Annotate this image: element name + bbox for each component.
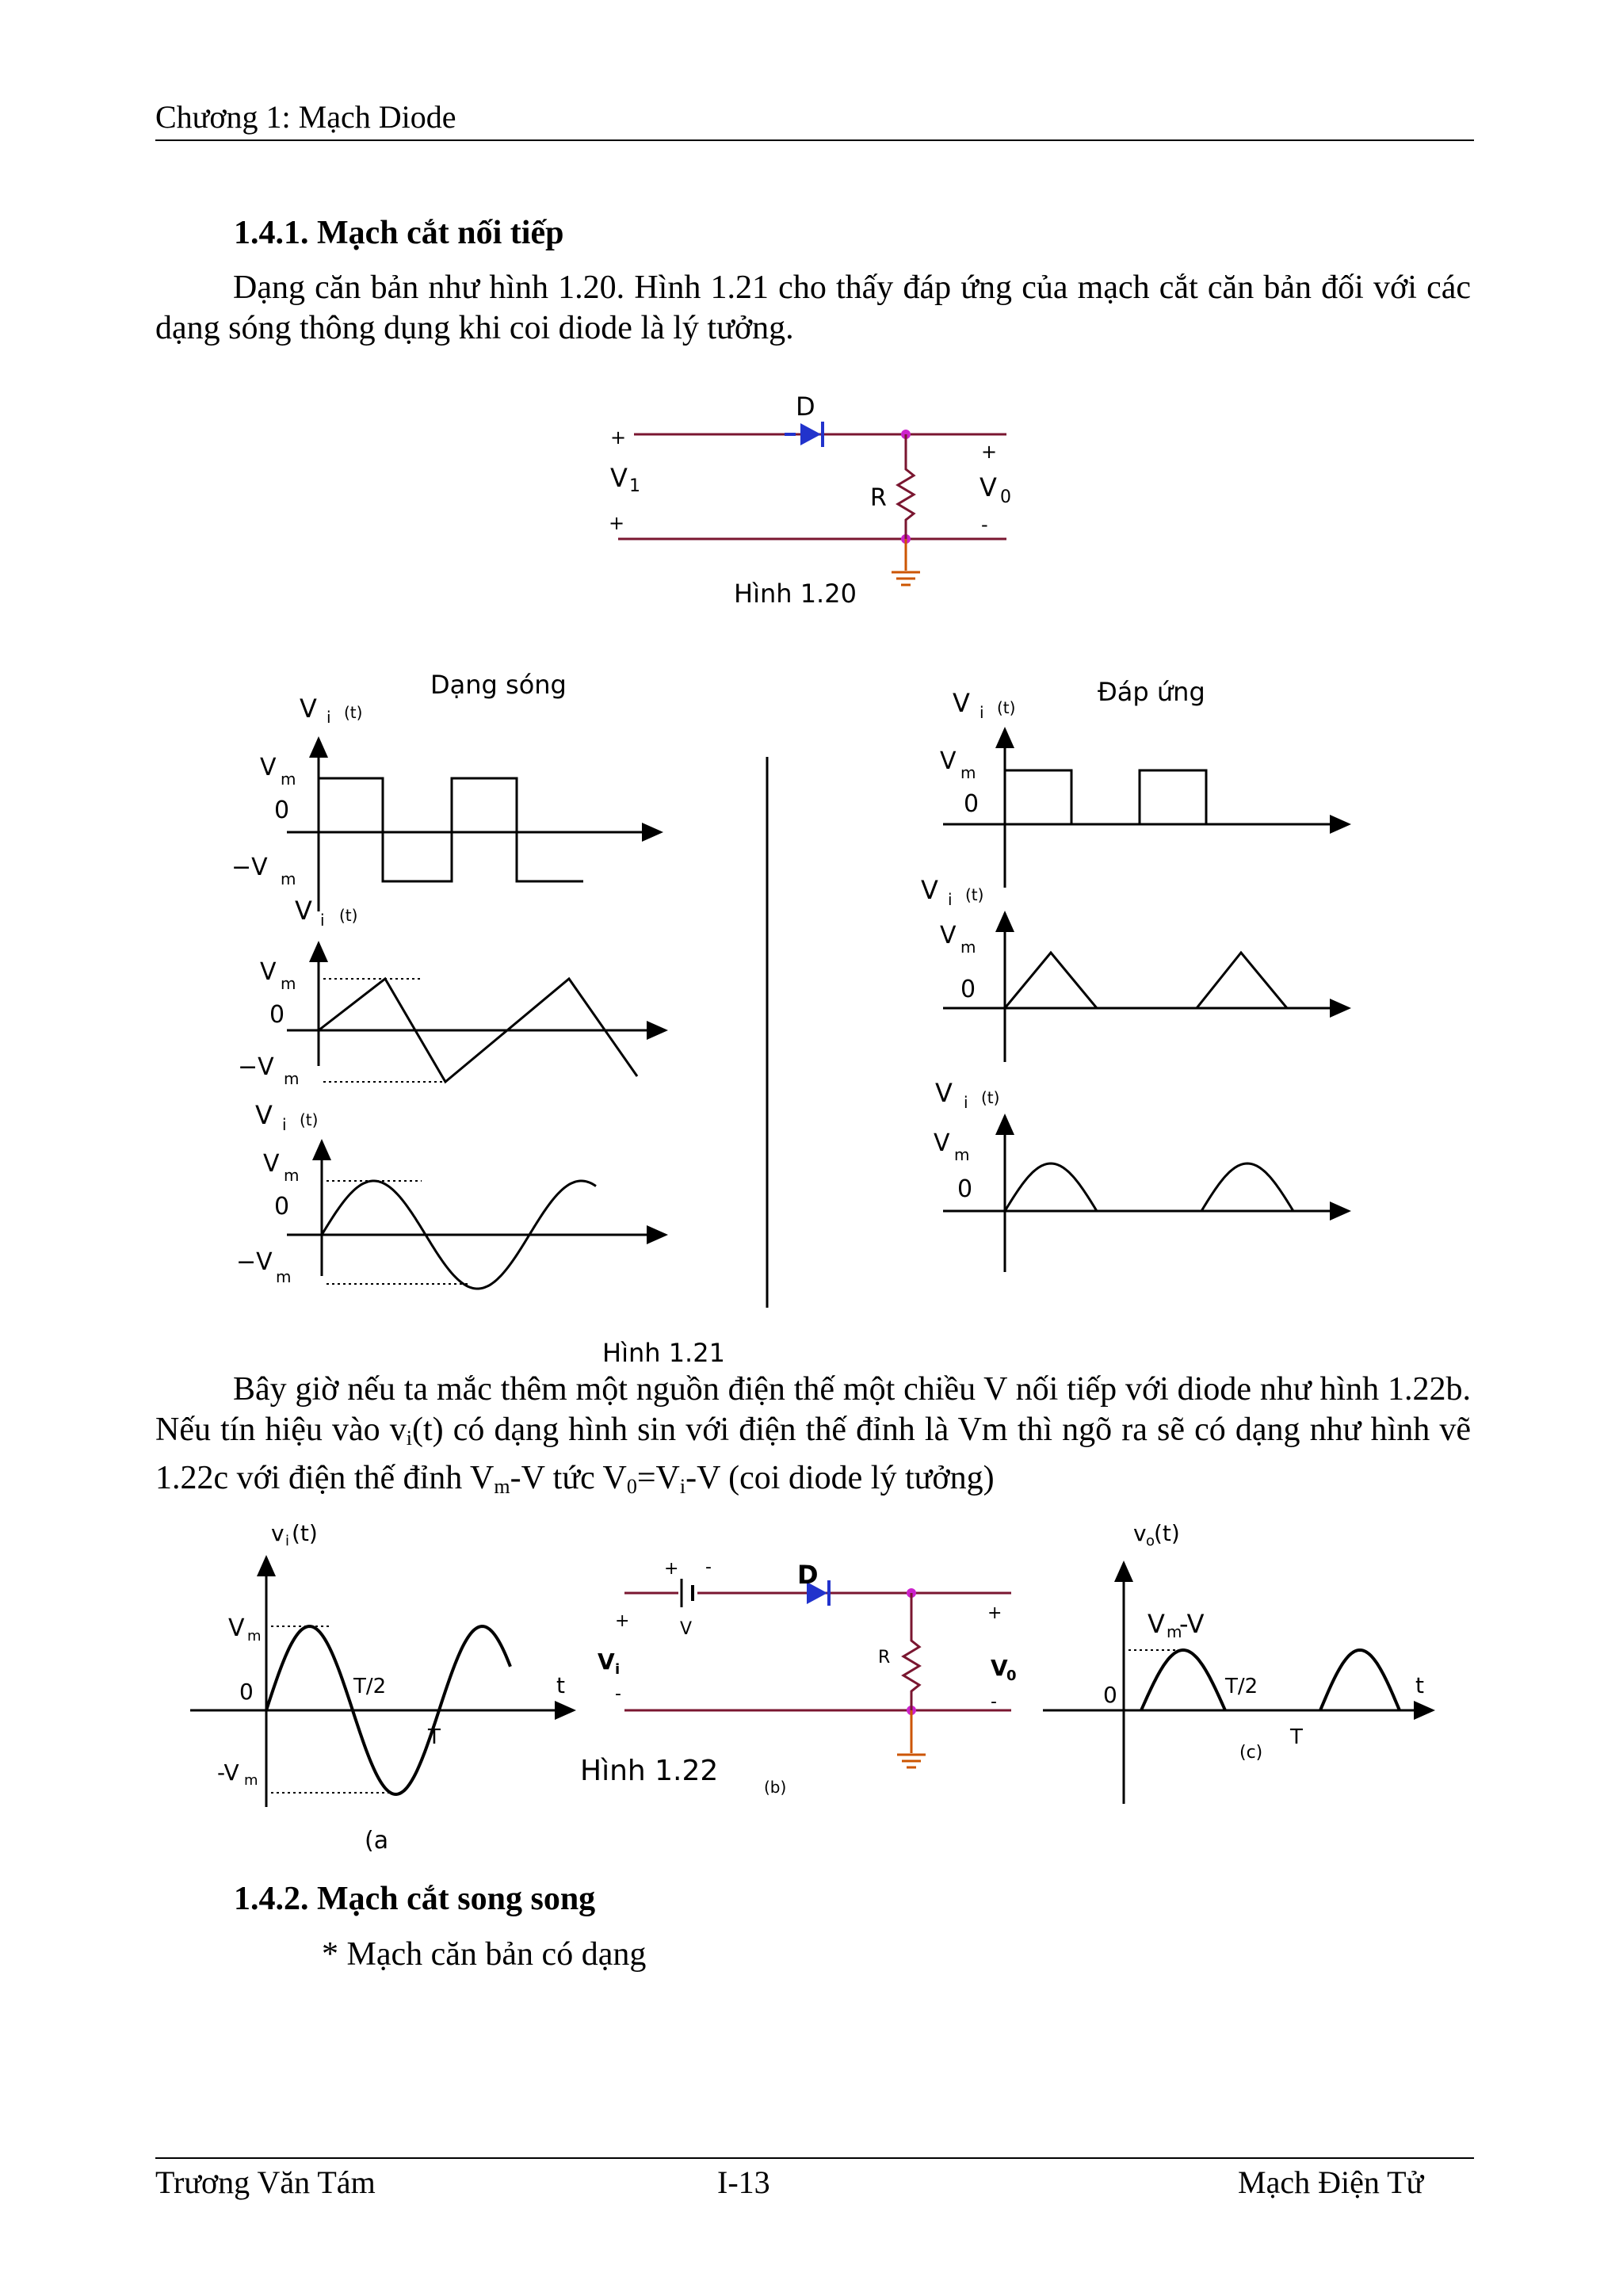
svg-text:V: V	[295, 896, 312, 926]
svg-text:i: i	[282, 1115, 287, 1134]
fig121-caption: Hình 1.21	[602, 1338, 725, 1368]
svg-text:V: V	[1148, 1609, 1165, 1639]
fig120-output-sub: 0	[1000, 487, 1011, 507]
fig120-plus-in-bottom: +	[609, 512, 625, 534]
svg-text:V: V	[255, 1100, 273, 1130]
svg-text:m: m	[954, 1145, 970, 1164]
svg-text:i: i	[615, 1661, 621, 1678]
svg-text:0: 0	[239, 1679, 254, 1705]
svg-text:o: o	[1146, 1533, 1155, 1549]
footer-page-number: I-13	[717, 2164, 770, 2200]
svg-text:i: i	[320, 911, 325, 930]
svg-text:V: V	[921, 875, 938, 905]
svg-text:V: V	[680, 1619, 693, 1639]
svg-text:m: m	[1167, 1622, 1182, 1641]
footer-author: Trương Văn Tám	[155, 2164, 376, 2200]
svg-text:(t): (t)	[344, 703, 363, 722]
svg-text:(t): (t)	[300, 1110, 319, 1129]
fig121-ls-vlabel: V	[300, 693, 317, 724]
svg-text:0: 0	[957, 1175, 973, 1203]
svg-text:−V: −V	[231, 854, 268, 881]
fig121-right-title: Đáp ứng	[1098, 677, 1205, 707]
svg-text:V: V	[935, 1078, 953, 1108]
svg-text:(t): (t)	[292, 1520, 318, 1546]
svg-text:v: v	[271, 1520, 285, 1546]
svg-text:0: 0	[274, 1193, 290, 1221]
fig122b-circuit	[580, 1557, 1017, 1797]
svg-text:V: V	[940, 747, 957, 775]
svg-text:-: -	[615, 1684, 621, 1704]
fig120-output-label: V	[980, 472, 997, 502]
svg-text:T/2: T/2	[353, 1675, 387, 1698]
svg-text:+: +	[664, 1559, 679, 1579]
svg-text:V: V	[598, 1648, 615, 1675]
svg-text:V: V	[991, 1655, 1008, 1681]
svg-text:V: V	[940, 922, 957, 949]
svg-text:-V: -V	[1179, 1609, 1205, 1639]
svg-text:V: V	[260, 754, 277, 781]
svg-text:m: m	[276, 1267, 292, 1286]
svg-text:R: R	[878, 1648, 891, 1668]
svg-text:m: m	[960, 938, 976, 957]
svg-text:V: V	[934, 1129, 950, 1157]
svg-text:T: T	[1290, 1725, 1303, 1749]
paragraph-intro: Dạng căn bản như hình 1.20. Hình 1.21 cho thấy đáp ứng của mạch cắt căn bản đối với các dạng sóng thông dụng khi coi diode là lý tưởng.	[155, 269, 1471, 346]
fig122b-ground-icon	[897, 1710, 926, 1767]
svg-text:+: +	[987, 1603, 1002, 1623]
fig122a-input-wave	[190, 1520, 574, 1855]
svg-text:(b): (b)	[764, 1778, 787, 1797]
bullet-basic-circuit: * Mạch căn bản có dạng	[322, 1936, 647, 1973]
svg-text:0: 0	[274, 797, 290, 824]
svg-text:i: i	[327, 708, 331, 727]
footer-rule	[155, 2157, 1474, 2159]
svg-text:T/2: T/2	[1225, 1675, 1258, 1698]
svg-text:i: i	[948, 890, 953, 909]
fig120-minus-out: -	[981, 514, 988, 536]
section-heading-142: 1.4.2. Mạch cắt song song	[234, 1881, 596, 1917]
svg-text:(t): (t)	[965, 885, 984, 904]
svg-text:i: i	[964, 1093, 968, 1112]
fig122b-battery-icon	[682, 1579, 693, 1607]
fig120-plus-in-top: +	[610, 426, 627, 449]
svg-text:0: 0	[964, 790, 980, 818]
svg-text:m: m	[960, 763, 976, 782]
svg-text:+: +	[615, 1611, 630, 1631]
svg-text:t: t	[556, 1672, 565, 1698]
fig120-plus-out: +	[981, 441, 998, 463]
svg-text:-V: -V	[217, 1759, 239, 1786]
section-heading-141: 1.4.1. Mạch cắt nối tiếp	[234, 215, 564, 251]
svg-text:m: m	[281, 869, 296, 888]
svg-text:m: m	[281, 974, 296, 993]
svg-text:V: V	[260, 958, 277, 986]
fig120-resistor-label: R	[870, 484, 887, 512]
svg-text:V: V	[263, 1150, 280, 1178]
footer-subject: Mạch Điện Tử	[1238, 2164, 1424, 2200]
svg-text:(a: (a	[365, 1827, 389, 1855]
svg-text:−V: −V	[238, 1053, 274, 1081]
svg-text:(t): (t)	[339, 906, 358, 925]
svg-text:t: t	[1415, 1672, 1424, 1698]
svg-text:(t): (t)	[981, 1088, 1000, 1107]
fig120-caption: Hình 1.20	[734, 579, 857, 609]
svg-text:T: T	[428, 1725, 441, 1749]
svg-text:V: V	[228, 1614, 245, 1642]
svg-text:D: D	[797, 1560, 819, 1590]
svg-text:(c): (c)	[1239, 1743, 1263, 1763]
fig120-diode-label: D	[796, 392, 815, 422]
svg-text:i: i	[285, 1533, 290, 1549]
svg-text:0: 0	[960, 976, 976, 1003]
fig121-left-title: Dạng sóng	[430, 670, 567, 700]
fig122b-resistor-icon	[903, 1593, 919, 1710]
fig122c-output-wave	[1043, 1520, 1433, 1804]
svg-text:-: -	[991, 1692, 997, 1712]
svg-text:m: m	[281, 770, 296, 789]
svg-text:i: i	[980, 703, 984, 722]
svg-text:m: m	[284, 1166, 300, 1185]
fig120-input-sub: 1	[629, 476, 640, 496]
svg-text:(t): (t)	[997, 698, 1016, 717]
svg-text:m: m	[244, 1772, 258, 1789]
svg-text:−V: −V	[236, 1248, 273, 1276]
fig120-input-label: V	[610, 463, 628, 493]
svg-text:0: 0	[1006, 1668, 1017, 1684]
svg-text:m: m	[247, 1628, 262, 1645]
fig122-caption: Hình 1.22	[580, 1755, 719, 1787]
svg-text:0: 0	[269, 1001, 285, 1029]
svg-text:V: V	[953, 688, 970, 718]
svg-text:v: v	[1133, 1520, 1147, 1546]
page-header: Chương 1: Mạch Diode	[155, 99, 456, 135]
paragraph-series-source: Bây giờ nếu ta mắc thêm một nguồn điện thế một chiều V nối tiếp với diode như hình 1.22b. Nếu tín hiệu vào $v_i(t)$ có dạng hình sin với điện thế đỉnh là Vm thì ngõ ra sẽ có dạng như hình vẽ 1.22c với điện thế đỉnh $V_m-V$ tức $V_0=V_i-V$ (coi diode lý tưởng)	[155, 1371, 1471, 1498]
svg-text:0: 0	[1103, 1682, 1117, 1708]
svg-text:m: m	[284, 1069, 300, 1088]
svg-text:(t): (t)	[1154, 1520, 1180, 1546]
svg-text:-: -	[705, 1557, 712, 1577]
